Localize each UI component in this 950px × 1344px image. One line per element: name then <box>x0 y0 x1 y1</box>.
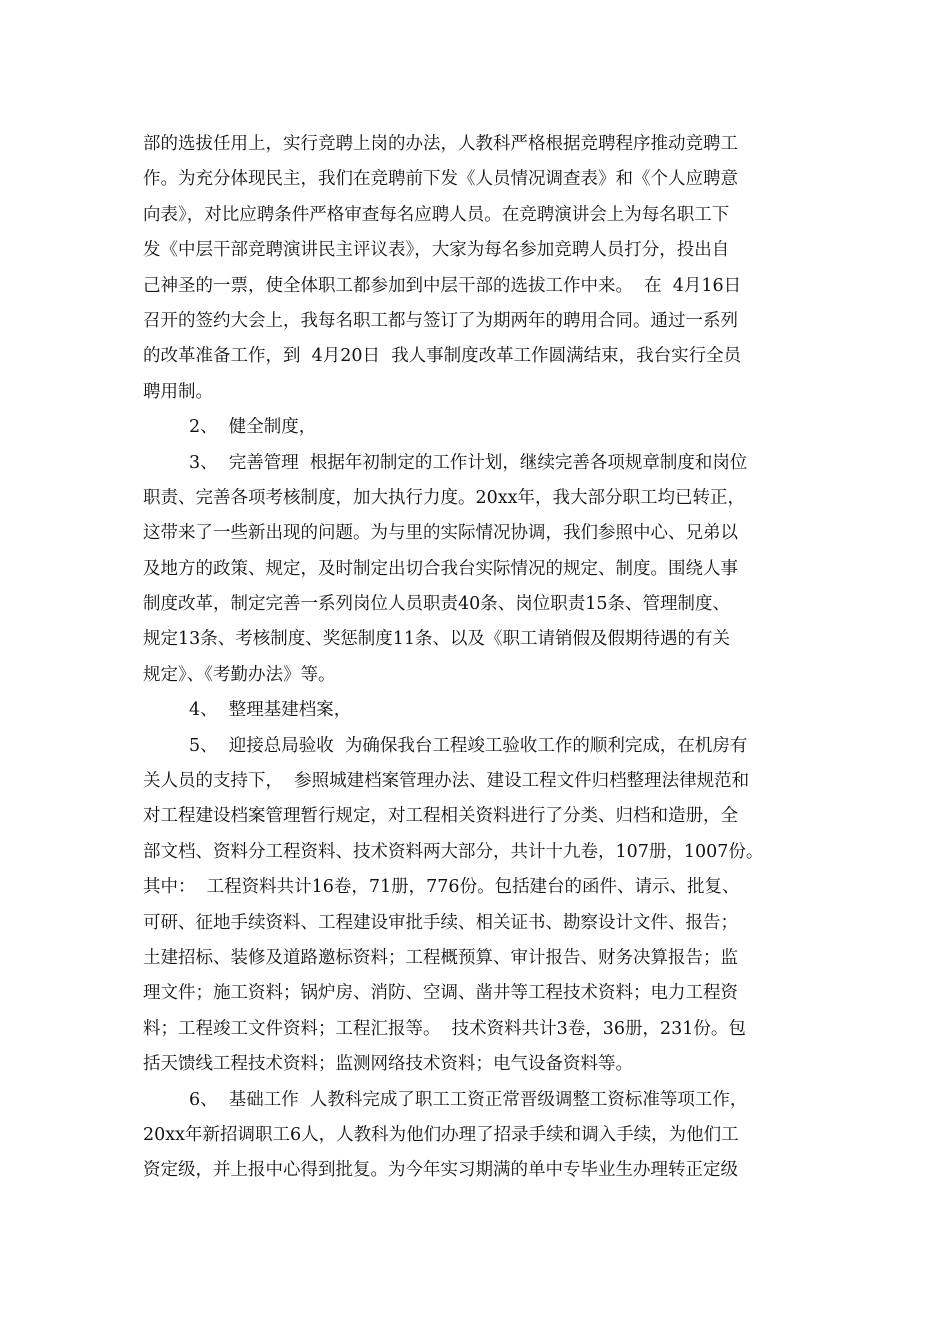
text-line: 5、 迎接总局验收 为确保我台工程竣工验收工作的顺利完成，在机房有 <box>189 735 748 756</box>
text-line: 向表》，对比应聘条件严格审查每名应聘人员。在竞聘演讲会上为每名职工下 <box>143 204 730 225</box>
text-line: 20xx年新招调职工6人，人教科为他们办理了招录手续和调入手续，为他们工 <box>143 1124 739 1145</box>
text-line: 对工程建设档案管理暂行规定，对工程相关资料进行了分类、归档和造册，全 <box>143 806 738 827</box>
text-line: 土建招标、装修及道路邀标资料；工程概预算、审计报告、财务决算报告；监 <box>143 947 738 968</box>
text-line: 的改革准备工作，到 4月20日 我人事制度改革工作圆满结束，我台实行全员 <box>143 346 742 367</box>
text-line: 其中： 工程资料共计16卷，71册，776份。包括建台的函件、请示、批复、 <box>143 877 740 898</box>
document-body <box>143 127 813 1189</box>
text-line: 理文件；施工资料；锅炉房、消防、空调、凿井等工程技术资料；电力工程资 <box>143 983 738 1004</box>
text-line: 职责、完善各项考核制度，加大执行力度。20xx年，我大部分职工均已转正， <box>143 487 746 508</box>
text-line: 资定级，并上报中心得到批复。为今年实习期满的单中专毕业生办理转正定级 <box>143 1160 738 1181</box>
text-line: 4、 整理基建档案， <box>189 700 352 721</box>
text-line: 作。为充分体现民主，我们在竞聘前下发《人员情况调查表》和《个人应聘意 <box>143 169 738 190</box>
text-line: 部的选拔任用上，实行竞聘上岗的办法，人教科严格根据竞聘程序推动竞聘工 <box>143 134 738 154</box>
text-line: 6、 基础工作 人教科完成了职工工资正常晋级调整工资标准等项工作， <box>189 1089 748 1110</box>
text-line: 可研、征地手续资料、工程建设审批手续、相关证书、勘察设计文件、报告； <box>143 912 738 933</box>
text-line: 2、 健全制度， <box>189 417 317 438</box>
text-line: 己神圣的一票，使全体职工都参加到中层干部的选拔工作中来。 在 4月16日 <box>143 275 742 296</box>
text-line: 规定》、《考勤办法》等。 <box>143 664 336 685</box>
text-line: 及地方的政策、规定，及时制定出切合我台实际情况的规定、制度。围绕人事 <box>143 558 738 579</box>
text-line: 聘用制。 <box>143 381 213 402</box>
text-line: 部文档、资料分工程资料、技术资料两大部分，共计十九卷，107册，1007份。 <box>143 841 764 862</box>
text-line: 召开的签约大会上，我每名职工都与签订了为期两年的聘用合同。通过一系列 <box>143 310 738 331</box>
text-line: 这带来了一些新出现的问题。为与里的实际情况协调，我们参照中心、兄弟以 <box>143 523 738 544</box>
text-line: 规定13条、考核制度、奖惩制度11条、以及《职工请销假及假期待遇的有关 <box>143 629 731 650</box>
text-line: 关人员的支持下， 参照城建档案管理办法、建设工程文件归档整理法律规范和 <box>143 771 750 792</box>
text-line: 3、 完善管理 根据年初制定的工作计划，继续完善各项规章制度和岗位 <box>189 452 748 473</box>
text-line: 括天馈线工程技术资料；监测网络技术资料；电气设备资料等。 <box>143 1054 633 1075</box>
text-line: 发《中层干部竞聘演讲民主评议表》，大家为每名参加竞聘人员打分，投出自 <box>143 240 730 261</box>
text-line: 制度改革，制定完善一系列岗位人员职责40条、岗位职责15条、管理制度、 <box>143 594 731 615</box>
text-line: 料；工程竣工文件资料；工程汇报等。 技术资料共计3卷，36册，231份。包 <box>143 1018 746 1039</box>
